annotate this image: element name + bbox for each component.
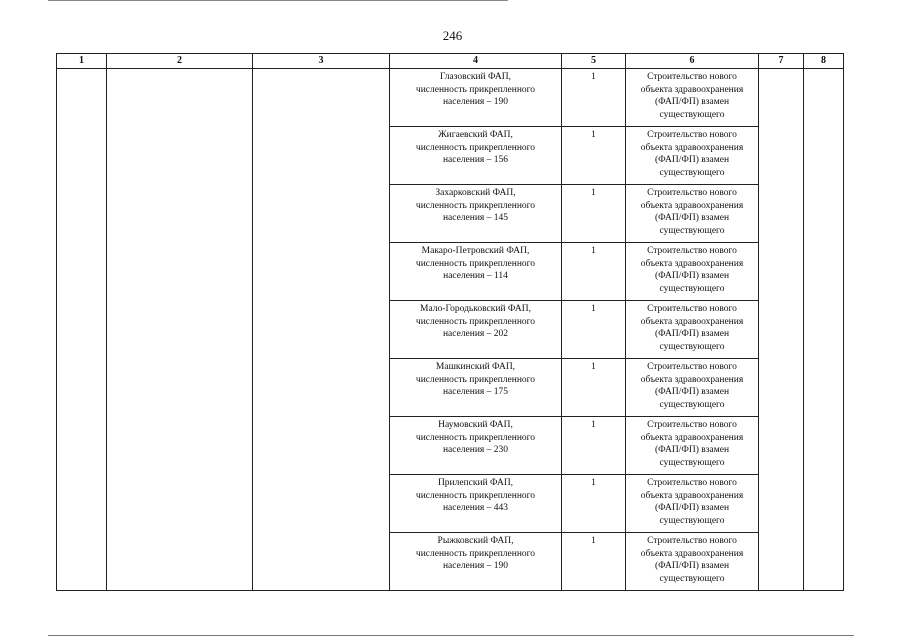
facility-name-cell — [390, 475, 562, 533]
facility-name-line: Глазовский ФАП, — [440, 72, 511, 82]
action-description-line: Строительство нового — [647, 536, 737, 546]
table-row — [57, 69, 844, 127]
quantity-cell: 1 — [562, 417, 626, 475]
facility-name-line: населения – 114 — [443, 271, 508, 281]
empty-cell-col-7 — [759, 69, 804, 591]
facility-name-line: населения – 145 — [442, 213, 509, 223]
facility-name-line: численность прикрепленного — [415, 548, 536, 559]
action-description-line: существующего — [659, 341, 725, 352]
facility-name-line: населения – 175 — [442, 387, 509, 397]
action-description-line: существующего — [659, 167, 725, 178]
action-description-cell — [626, 185, 759, 243]
facility-name-line: Захарковский ФАП, — [435, 188, 516, 198]
facility-name-line: населения – 190 — [442, 97, 509, 107]
action-description-line: существующего — [659, 399, 725, 410]
facility-name-line: Наумовский ФАП, — [438, 420, 513, 430]
facility-name-line: населения – 230 — [442, 445, 509, 455]
column-header-6: 6 — [626, 54, 759, 69]
action-description-line: (ФАП/ФП) взамен — [654, 155, 730, 165]
action-description-line: объекта здравоохранения — [640, 258, 744, 269]
action-description-line: существующего — [659, 225, 725, 236]
action-description-line: Строительство нового — [647, 130, 737, 140]
facility-name-cell — [390, 417, 562, 475]
action-description-line: (ФАП/ФП) взамен — [654, 561, 730, 571]
facility-name-line: населения – 202 — [442, 329, 509, 339]
facility-name-line: численность прикрепленного — [415, 200, 536, 211]
action-description-cell — [626, 243, 759, 301]
facility-name-line: населения – 443 — [442, 503, 509, 513]
facility-name-cell — [390, 359, 562, 417]
facility-name-line: населения – 156 — [442, 155, 509, 165]
action-description-line: существующего — [659, 515, 725, 526]
quantity-cell: 1 — [562, 301, 626, 359]
header-row — [57, 54, 844, 69]
facility-name-line: численность прикрепленного — [415, 374, 536, 385]
action-description-line: существующего — [659, 283, 725, 294]
facility-name-line: численность прикрепленного — [415, 432, 536, 443]
facility-name-line: Макаро-Петровский ФАП, — [421, 246, 530, 256]
facility-name-cell — [390, 69, 562, 127]
document-table — [56, 53, 844, 591]
facility-name-line: численность прикрепленного — [415, 84, 536, 95]
facility-name-cell — [390, 127, 562, 185]
action-description-cell — [626, 69, 759, 127]
action-description-line: Строительство нового — [647, 420, 737, 430]
action-description-line: Строительство нового — [647, 478, 737, 488]
action-description-line: Строительство нового — [647, 188, 737, 198]
action-description-cell — [626, 417, 759, 475]
page-number: 246 — [442, 28, 463, 43]
action-description-line: (ФАП/ФП) взамен — [654, 97, 730, 107]
action-description-line: объекта здравоохранения — [640, 84, 744, 95]
table-body — [57, 69, 844, 591]
quantity-cell: 1 — [562, 533, 626, 591]
action-description-line: (ФАП/ФП) взамен — [654, 213, 730, 223]
facility-name-line: численность прикрепленного — [415, 316, 536, 327]
action-description-cell — [626, 475, 759, 533]
facility-name-line: численность прикрепленного — [415, 490, 536, 501]
action-description-cell — [626, 533, 759, 591]
action-description-line: Строительство нового — [647, 304, 737, 314]
empty-cell-col-2 — [107, 69, 253, 591]
action-description-line: (ФАП/ФП) взамен — [654, 271, 730, 281]
action-description-line: Строительство нового — [647, 246, 737, 256]
column-header-8: 8 — [804, 54, 844, 69]
action-description-line: существующего — [659, 109, 725, 120]
column-header-3: 3 — [253, 54, 390, 69]
empty-cell-col-1 — [57, 69, 107, 591]
action-description-line: объекта здравоохранения — [640, 316, 744, 327]
quantity-cell: 1 — [562, 243, 626, 301]
action-description-line: Строительство нового — [647, 72, 737, 82]
action-description-cell — [626, 127, 759, 185]
action-description-line: объекта здравоохранения — [640, 432, 744, 443]
facility-name-cell — [390, 243, 562, 301]
action-description-line: объекта здравоохранения — [640, 374, 744, 385]
facility-name-cell — [390, 533, 562, 591]
action-description-cell — [626, 359, 759, 417]
action-description-line: объекта здравоохранения — [640, 548, 744, 559]
quantity-cell: 1 — [562, 185, 626, 243]
facility-name-line: Жигаевский ФАП, — [438, 130, 513, 140]
action-description-line: (ФАП/ФП) взамен — [654, 387, 730, 397]
facility-name-cell — [390, 301, 562, 359]
action-description-line: (ФАП/ФП) взамен — [654, 329, 730, 339]
empty-cell-col-3 — [253, 69, 390, 591]
column-header-1: 1 — [57, 54, 107, 69]
action-description-cell — [626, 301, 759, 359]
column-header-7: 7 — [759, 54, 804, 69]
facility-name-line: Прилепский ФАП, — [437, 478, 514, 488]
quantity-cell: 1 — [562, 475, 626, 533]
action-description-line: (ФАП/ФП) взамен — [654, 503, 730, 513]
quantity-cell: 1 — [562, 69, 626, 127]
facility-name-cell — [390, 185, 562, 243]
action-description-line: существующего — [659, 573, 725, 584]
empty-cell-col-8 — [804, 69, 844, 591]
facility-name-line: Рыжковский ФАП, — [437, 536, 514, 546]
facility-name-line: Мало-Городьковский ФАП, — [420, 304, 531, 314]
action-description-line: существующего — [659, 457, 725, 468]
quantity-cell: 1 — [562, 127, 626, 185]
action-description-line: Строительство нового — [647, 362, 737, 372]
facility-name-line: населения – 190 — [442, 561, 509, 571]
column-header-4: 4 — [390, 54, 562, 69]
scan-edge-line-bottom — [48, 635, 854, 636]
scan-edge-line-top — [48, 0, 508, 1]
facility-name-line: численность прикрепленного — [415, 142, 536, 153]
facility-name-line: Машкинский ФАП, — [435, 362, 516, 372]
action-description-line: объекта здравоохранения — [640, 490, 744, 501]
column-header-2: 2 — [107, 54, 253, 69]
action-description-line: объекта здравоохранения — [640, 200, 744, 211]
action-description-line: (ФАП/ФП) взамен — [654, 445, 730, 455]
action-description-line: объекта здравоохранения — [640, 142, 744, 153]
facility-name-line: численность прикрепленного — [415, 258, 536, 269]
quantity-cell: 1 — [562, 359, 626, 417]
column-header-5: 5 — [562, 54, 626, 69]
